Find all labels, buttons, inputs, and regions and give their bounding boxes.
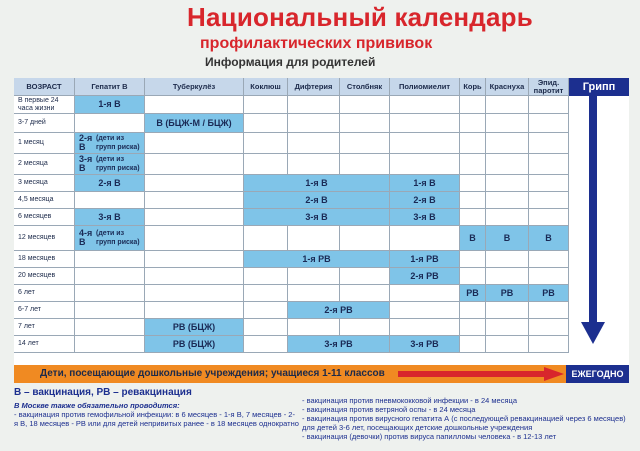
empty-cell bbox=[244, 319, 288, 336]
vaccine-label: В bbox=[469, 232, 476, 243]
empty-cell bbox=[390, 154, 460, 175]
vaccine-label: 1-я В bbox=[305, 177, 328, 188]
empty-cell bbox=[486, 251, 529, 268]
empty-cell bbox=[244, 285, 288, 302]
empty-cell bbox=[145, 209, 244, 226]
empty-cell bbox=[460, 209, 486, 226]
vaccine-cell bbox=[145, 336, 244, 353]
vaccine-cell bbox=[390, 336, 460, 353]
vaccine-label: 2-я В bbox=[79, 133, 93, 152]
empty-cell bbox=[529, 268, 569, 285]
empty-cell bbox=[460, 251, 486, 268]
vaccine-label: 1-я РВ bbox=[410, 253, 439, 264]
vaccine-label: 4-я В bbox=[79, 228, 93, 247]
column-header-age: ВОЗРАСТ bbox=[14, 78, 75, 96]
empty-cell bbox=[75, 302, 145, 319]
moscow-heading: В Москве также обязательно проводится: bbox=[14, 401, 180, 410]
vaccine-cell bbox=[75, 175, 145, 192]
empty-cell bbox=[145, 133, 244, 154]
vaccine-label: 2-я В bbox=[305, 194, 328, 205]
vaccine-cell bbox=[460, 285, 486, 302]
vaccine-cell bbox=[75, 133, 145, 154]
empty-cell bbox=[145, 251, 244, 268]
empty-cell bbox=[244, 336, 288, 353]
vaccine-label: 1-я В bbox=[98, 99, 121, 109]
empty-cell bbox=[390, 319, 460, 336]
column-header-pertussis: Коклюш bbox=[244, 78, 288, 96]
vaccine-cell bbox=[145, 319, 244, 336]
age-label: 14 лет bbox=[14, 336, 75, 353]
empty-cell bbox=[288, 114, 340, 133]
empty-cell bbox=[460, 319, 486, 336]
empty-cell bbox=[486, 175, 529, 192]
vaccine-cell bbox=[390, 209, 460, 226]
empty-cell bbox=[288, 154, 340, 175]
age-label: 3-7 дней bbox=[14, 114, 75, 133]
vaccine-label: 3-я В bbox=[413, 211, 436, 222]
vaccine-label: 2-я РВ bbox=[324, 304, 353, 315]
vaccine-cell bbox=[460, 226, 486, 251]
empty-cell bbox=[244, 302, 288, 319]
empty-cell bbox=[529, 192, 569, 209]
vaccine-cell bbox=[390, 175, 460, 192]
column-header-polio: Полиомиелит bbox=[390, 78, 460, 96]
vaccine-cell bbox=[390, 268, 460, 285]
empty-cell bbox=[244, 114, 288, 133]
empty-cell bbox=[75, 251, 145, 268]
empty-cell bbox=[340, 133, 390, 154]
empty-cell bbox=[244, 154, 288, 175]
empty-cell bbox=[529, 251, 569, 268]
vaccine-cell bbox=[486, 285, 529, 302]
empty-cell bbox=[486, 336, 529, 353]
vaccine-label: РВ (БЦЖ) bbox=[172, 338, 216, 349]
empty-cell bbox=[340, 96, 390, 114]
empty-cell bbox=[529, 154, 569, 175]
vaccination-table bbox=[14, 78, 629, 365]
empty-cell bbox=[390, 114, 460, 133]
empty-cell bbox=[390, 226, 460, 251]
empty-cell bbox=[486, 302, 529, 319]
vaccine-label: В bbox=[545, 232, 552, 243]
empty-cell bbox=[486, 114, 529, 133]
empty-cell bbox=[75, 285, 145, 302]
vaccine-label: 2-я РВ bbox=[410, 270, 439, 281]
age-label: 12 месяцев bbox=[14, 226, 75, 251]
empty-cell bbox=[244, 268, 288, 285]
empty-cell bbox=[288, 268, 340, 285]
vaccine-cell bbox=[390, 251, 460, 268]
column-header-rubella: Краснуха bbox=[486, 78, 529, 96]
age-label: 20 месяцев bbox=[14, 268, 75, 285]
age-label: 7 лет bbox=[14, 319, 75, 336]
empty-cell bbox=[486, 209, 529, 226]
empty-cell bbox=[529, 114, 569, 133]
empty-cell bbox=[529, 175, 569, 192]
vaccine-note: (дети из групп риска) bbox=[96, 156, 140, 172]
empty-cell bbox=[145, 192, 244, 209]
column-header-measles: Корь bbox=[460, 78, 486, 96]
empty-cell bbox=[244, 226, 288, 251]
empty-cell bbox=[529, 336, 569, 353]
empty-cell bbox=[460, 175, 486, 192]
vaccine-label: РВ (БЦЖ) bbox=[172, 321, 216, 332]
vaccine-label: 1-я РВ bbox=[302, 253, 331, 264]
age-label: 6 лет bbox=[14, 285, 75, 302]
empty-cell bbox=[460, 192, 486, 209]
empty-cell bbox=[340, 226, 390, 251]
notes-block bbox=[302, 396, 632, 441]
age-label: 6-7 лет bbox=[14, 302, 75, 319]
column-header-diphtheria: Дифтерия bbox=[288, 78, 340, 96]
empty-cell bbox=[145, 175, 244, 192]
vaccine-cell bbox=[244, 251, 390, 268]
vaccine-label: 3-я В bbox=[305, 211, 328, 222]
empty-cell bbox=[486, 96, 529, 114]
empty-cell bbox=[460, 114, 486, 133]
vaccine-cell bbox=[244, 175, 390, 192]
empty-cell bbox=[244, 133, 288, 154]
empty-cell bbox=[460, 154, 486, 175]
age-label: 1 месяц bbox=[14, 133, 75, 154]
empty-cell bbox=[288, 133, 340, 154]
empty-cell bbox=[340, 285, 390, 302]
empty-cell bbox=[529, 319, 569, 336]
empty-cell bbox=[145, 96, 244, 114]
empty-cell bbox=[75, 336, 145, 353]
vaccine-cell bbox=[75, 154, 145, 175]
empty-cell bbox=[288, 285, 340, 302]
empty-cell bbox=[288, 96, 340, 114]
vaccine-cell bbox=[529, 285, 569, 302]
empty-cell bbox=[145, 268, 244, 285]
empty-cell bbox=[486, 154, 529, 175]
note-item: - вакцинация против пневмококковой инфекции - в 24 месяца bbox=[302, 396, 517, 405]
empty-cell bbox=[340, 114, 390, 133]
vaccine-label: 3-я В bbox=[98, 211, 121, 222]
empty-cell bbox=[75, 319, 145, 336]
flu-arrow-icon bbox=[581, 96, 605, 344]
vaccine-label: 3-я РВ bbox=[324, 338, 353, 349]
age-label: В первые 24 часа жизни bbox=[14, 96, 75, 114]
vaccine-note: (дети из групп риска) bbox=[96, 135, 140, 151]
vaccine-cell bbox=[486, 226, 529, 251]
empty-cell bbox=[145, 154, 244, 175]
vaccine-label: 3-я РВ bbox=[410, 338, 439, 349]
age-label: 6 месяцев bbox=[14, 209, 75, 226]
empty-cell bbox=[529, 133, 569, 154]
empty-cell bbox=[75, 268, 145, 285]
vaccine-label: РВ bbox=[542, 287, 555, 298]
empty-cell bbox=[288, 226, 340, 251]
vaccine-label: 2-я В bbox=[98, 177, 121, 188]
age-label: 3 месяца bbox=[14, 175, 75, 192]
empty-cell bbox=[145, 302, 244, 319]
moscow-block bbox=[14, 401, 299, 428]
vaccine-label: В (БЦЖ-М / БЦЖ) bbox=[156, 117, 232, 128]
empty-cell bbox=[529, 302, 569, 319]
vaccine-cell bbox=[390, 192, 460, 209]
empty-cell bbox=[460, 302, 486, 319]
empty-cell bbox=[486, 192, 529, 209]
age-label: 18 месяцев bbox=[14, 251, 75, 268]
column-header-flu: Грипп bbox=[569, 78, 629, 96]
empty-cell bbox=[340, 319, 390, 336]
info-label: Информация для родителей bbox=[205, 55, 376, 69]
vaccine-cell bbox=[529, 226, 569, 251]
vaccine-label: В bbox=[503, 232, 511, 243]
empty-cell bbox=[390, 133, 460, 154]
empty-cell bbox=[75, 192, 145, 209]
empty-cell bbox=[288, 319, 340, 336]
empty-cell bbox=[460, 336, 486, 353]
empty-cell bbox=[529, 209, 569, 226]
empty-cell bbox=[390, 285, 460, 302]
bottom-bar-text: Дети, посещающие дошкольные учреждения; учащиеся 1-11 классов bbox=[40, 368, 385, 379]
column-header-tetanus: Столбняк bbox=[340, 78, 390, 96]
empty-cell bbox=[460, 96, 486, 114]
column-header-tuberculosis: Туберкулёз bbox=[145, 78, 244, 96]
empty-cell bbox=[145, 285, 244, 302]
vaccine-cell bbox=[244, 209, 390, 226]
bottom-arrow-icon bbox=[398, 367, 564, 381]
note-item: - вакцинация против ветряной оспы - в 24 месяца bbox=[302, 405, 476, 414]
empty-cell bbox=[529, 96, 569, 114]
moscow-text: - вакцинация против гемофильной инфекции: в 6 месяцев - 1-я В, 7 месяцев - 2-я В, 18 месяцев - РВ или для детей непривитых ранее - в 18 месяцев однократно bbox=[14, 410, 299, 428]
empty-cell bbox=[340, 268, 390, 285]
empty-cell bbox=[75, 114, 145, 133]
page-subtitle: профилактических прививок bbox=[200, 35, 433, 52]
note-item: - вакцинация (девочки) против вируса папилломы человека - в 12-13 лет bbox=[302, 432, 557, 441]
empty-cell bbox=[145, 226, 244, 251]
vaccine-cell bbox=[75, 96, 145, 114]
empty-cell bbox=[486, 319, 529, 336]
vaccine-label: 2-я В bbox=[413, 194, 436, 205]
age-label: 2 месяца bbox=[14, 154, 75, 175]
empty-cell bbox=[244, 96, 288, 114]
vaccine-label: 1-я В bbox=[413, 177, 436, 188]
vaccine-cell bbox=[145, 114, 244, 133]
legend: В – вакцинация, РВ – ревакцинация bbox=[14, 387, 192, 398]
column-header-hepatitis-b: Гепатит В bbox=[75, 78, 145, 96]
column-header-mumps: Эпид. паротит bbox=[529, 78, 569, 96]
vaccine-cell bbox=[75, 209, 145, 226]
vaccine-cell bbox=[288, 302, 390, 319]
page-title: Национальный календарь bbox=[187, 2, 533, 32]
empty-cell bbox=[460, 133, 486, 154]
vaccine-label: РВ bbox=[466, 287, 479, 298]
empty-cell bbox=[486, 133, 529, 154]
vaccine-cell bbox=[288, 336, 390, 353]
note-item: - вакцинация против вирусного гепатита А (с последующей ревакцинацией через 6 месяцев) для детей 3-6 лет, посещающих детские дошкольные учреждения bbox=[302, 414, 626, 432]
empty-cell bbox=[486, 268, 529, 285]
empty-cell bbox=[340, 154, 390, 175]
empty-cell bbox=[390, 96, 460, 114]
age-label: 4,5 месяца bbox=[14, 192, 75, 209]
vaccine-label: РВ bbox=[500, 287, 514, 298]
vaccine-label: 3-я В bbox=[79, 154, 93, 173]
vaccine-cell bbox=[75, 226, 145, 251]
annual-label: ЕЖЕГОДНО bbox=[566, 365, 629, 383]
empty-cell bbox=[390, 302, 460, 319]
vaccine-note: (дети из групп риска) bbox=[96, 230, 140, 246]
empty-cell bbox=[460, 268, 486, 285]
vaccine-cell bbox=[244, 192, 390, 209]
